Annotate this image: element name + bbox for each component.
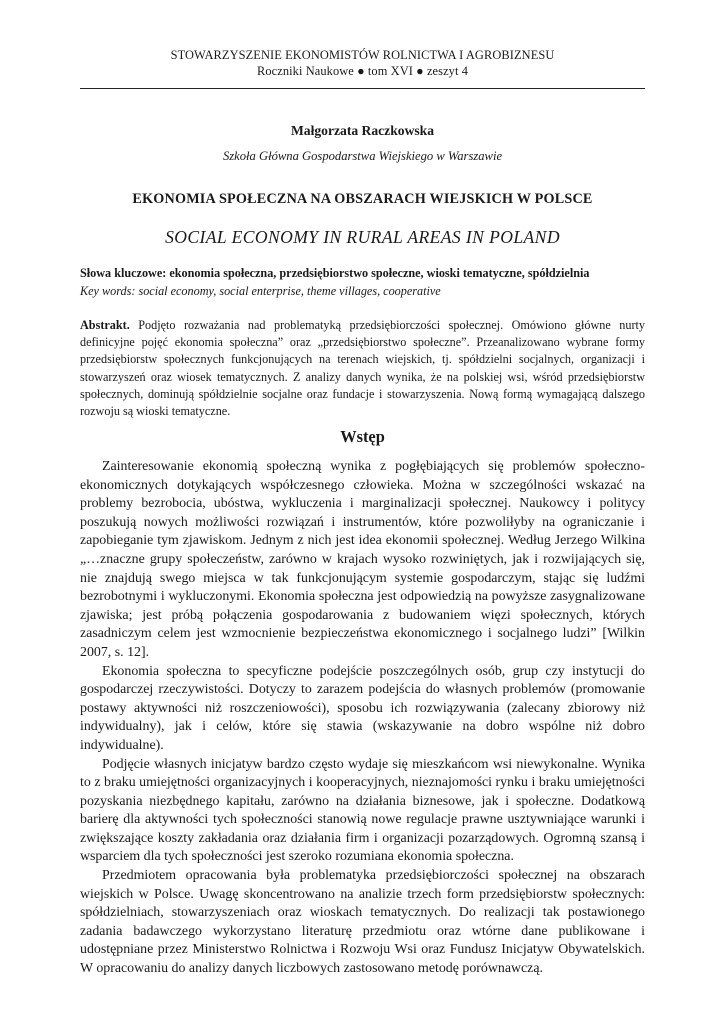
author-name: Małgorzata Raczkowska — [290, 123, 435, 138]
abstract — [80, 317, 645, 420]
journal-header — [80, 0, 645, 79]
paragraph-2: Ekonomia społeczna to specyficzne podejście poszczególnych osób, grup czy instytucji do gospodarczej rzeczywistości. Dotyczy to zarazem podejścia do własnych problemów (promowanie postawy aktywności niż roszczeniowości), sposobu ich rozwiązywania (zalecany zbiorowy niż indywidualny), jak i celów, które się stawia (wskazywanie na dobro wspólne niż dobro indywidualne). — [80, 663, 645, 753]
paragraph-3: Podjęcie własnych inicjatyw bardzo często wydaje się mieszkańcom wsi niewykonalne. Wynika to z braku umiejętności organizacyjnych i kooperacyjnych, nieznajomości rynku i braku umiejętności pozyskania niezbędnego kapitału, zarówno na działania biznesowe, jak i społeczne. Dodatkową barierę dla aktywności tych społeczności stanowią nowe regulacje prawne usztywniające warunki i zwiększające koszty zakładania oraz działania firm i organizacji pozarządowych. Ogromną szansą i wsparciem dla tych społeczności jest szeroko rozumiana ekonomia społeczna. — [80, 756, 645, 865]
abstract-label: Abstrakt. — [80, 318, 130, 332]
paragraph-4: Przedmiotem opracowania była problematyka przedsiębiorczości społecznej na obszarach wiejskich w Polsce. Uwagę skoncentrowano na analizie trzech form przedsiębiorstw społecznych: spółdzielniach, stowarzyszeniach oraz wioskach tematycznych. Do realizacji tak postawionego zadania badawczego wykorzystano literaturę przedmiotu oraz wtórne dane publikowane i udostępniane przez Ministerstwo Rolnictwa i Rozwoju Wsi oraz Fundusz Inicjatyw Obywatelskich. W opracowaniu do analizy danych liczbowych zastosowano metodę porównawczą. — [80, 868, 645, 977]
section-title: Wstęp — [340, 427, 385, 446]
keywords-polish: Słowa kluczowe: ekonomia społeczna, przedsiębiorstwo społeczne, wioski tematyczne, spółdzielnia — [80, 266, 590, 280]
publisher-name: STOWARZYSZENIE EKONOMISTÓW ROLNICTWA I AGROBIZNESU — [170, 48, 555, 62]
keywords-english: Key words: social economy, social enterprise, theme villages, cooperative — [80, 284, 441, 298]
body-text — [80, 458, 645, 979]
title-english: SOCIAL ECONOMY IN RURAL AREAS IN POLAND — [165, 227, 560, 247]
title-polish: EKONOMIA SPOŁECZNA NA OBSZARACH WIEJSKICH W POLSCE — [132, 191, 593, 207]
journal-issue: Roczniki Naukowe ● tom XVI ● zeszyt 4 — [256, 64, 469, 78]
paragraph-1: Zainteresowanie ekonomią społeczną wynika z pogłębiających się problemów społeczno-ekonomicznych dotykających współczesnego człowieka. Można w szczególności wskazać na problemy bezrobocia, ubóstwa, wykluczenia i marginalizacji społecznej. Naukowcy i politycy poszukują nowych możliwości rozwiązań i instrumentów, które pozwoliłyby na ograniczanie i zapobieganie tym zjawiskom. Jednym z nich jest idea ekonomii społecznej. Według Jerzego Wilkina „…znaczne grupy społeczeństw, zarówno w krajach wysoko rozwiniętych, jak i rozwijających się, nie znajdują swego miejsca w tak funkcjonującym systemie gospodarczym, stając się ludźmi bezrobotnymi i wykluczonymi. Ekonomia społeczna jest odpowiedzią na powyższe zasygnalizowane zjawiska; jest próbą połączenia gospodarowania z budowaniem więzi społecznych, których zasadniczym celem jest wzmocnienie bezpieczeństwa ekonomicznego i socjalnego ludzi” [Wilkin 2007, s. 12]. — [80, 459, 645, 660]
abstract-text: Podjęto rozważania nad problematyką przedsiębiorczości społecznej. Omówiono główne nurty definicyjne pojęć ekonomia społeczna” oraz „przedsiębiorstwo społeczne”. Przeanalizowano wybrane formy przedsiębiorstw społecznych funkcjonujących na terenach wiejskich, tj. spółdzielni socjalnych, organizacji i stowarzyszeń oraz wiosek tematycznych. Z analizy danych wynika, że na polskiej wsi, wśród przedsiębiorstw społecznych, dominują spółdzielnie socjalne oraz fundacje i stowarzyszenia. Nową formą wymagającą dalszego rozwoju są wioski tematyczne. — [80, 318, 645, 419]
author-affiliation: Szkoła Główna Gospodarstwa Wiejskiego w Warszawie — [222, 149, 503, 163]
header-rule — [80, 88, 645, 89]
